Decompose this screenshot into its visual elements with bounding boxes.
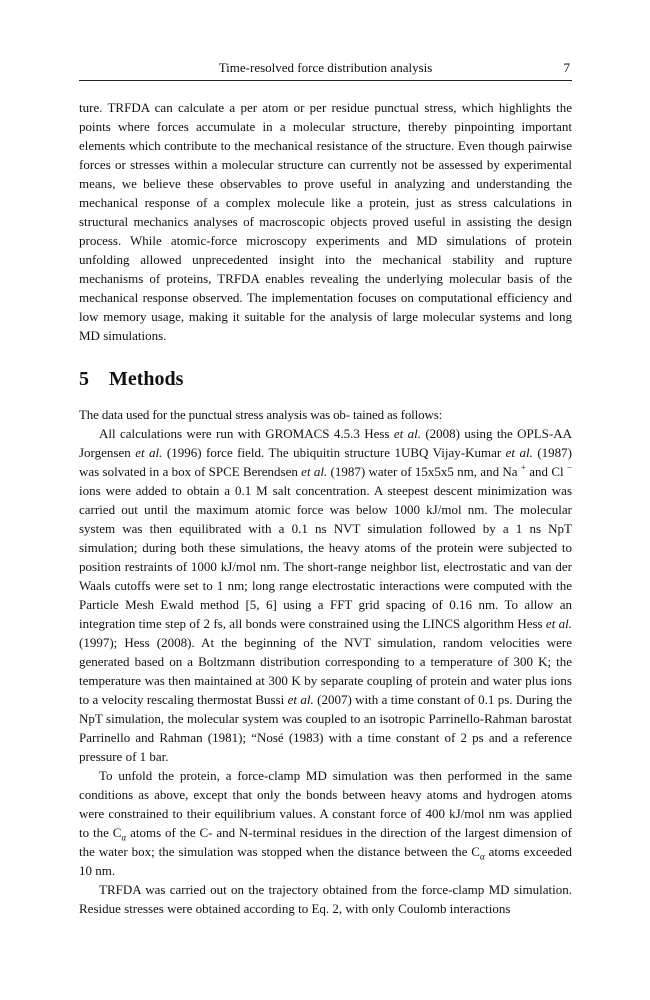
text-run: TRFDA was carried out on the trajectory obtained from the force-clamp MD simulation. Residue stresses were obtained according to Eq. 2, with only Coulomb interactions [79,882,572,916]
alpha-subscript: α [479,851,485,862]
text-run: (1997); Hess (2008). At the beginning of the NVT simulation, random velocities were generated based on a Boltzmann distribution corresponding to a temperature of 300 K; the temperature was then maintained at 300 K by separate coupling of protein and water plus ions to a velocity rescaling thermostat Bussi [79,635,572,707]
text-run: atoms of the C- and N-terminal residues in the direction of the largest dimension of the water box; the simulation was stopped when the distance between the C [79,825,572,859]
text-run: (1996) force field. The ubiquitin structure 1UBQ Vijay-Kumar [162,445,506,460]
text-run: atoms exceeded 10 nm. [79,844,572,878]
methods-paragraph-trfda [79,880,572,918]
methods-paragraph-unfolding [79,766,572,880]
page-number: 7 [563,60,570,75]
methods-lead-paragraph [79,405,572,424]
text-run: All calculations were run with GROMACS 4.5.3 Hess [99,426,394,441]
text-run: To unfold the protein, a force-clamp MD simulation was then performed in the same conditions as above, except that only the bonds between heavy atoms and hydrogen atoms were constrained to their equilibrium values. A constant force of 400 kJ/mol nm was applied to the C [79,768,572,840]
citation-etal: et al. [545,616,572,631]
citation-etal: et al. [287,692,314,707]
citation-etal: et al. [301,464,328,479]
section-number: 5 [79,368,89,390]
text-run: (2007) with a time constant of 0.1 ps. During the NpT simulation, the molecular system was coupled to an isotropic Parrinello-Rahman barostat Parrinello and Rahman (1981); “Nosé (1983) with a time constant of 2 ps and a reference pressure of 1 bar. [79,692,572,764]
section-heading [79,367,572,391]
text-run: (1987) was solvated in a box of SPCE Berendsen [79,445,572,479]
alpha-subscript: α [121,832,127,843]
intro-text: ture. TRFDA can calculate a per atom or per residue punctual stress, which highlights the points where forces accumulate in a molecular structure, thereby pinpointing important elements which contribute to the mechanical resistance of the structure. Even though pairwise forces or stresses within a molecular structure can currently not be assessed by experimental means, we believe these observables to prove useful in analyzing and understanding the mechanical response of a complex molecule like a protein, just as stress calculations in structural mechanics analyses of macroscopic objects proved useful in assisting the design process. While atomic-force microscopy experiments and MD simulations of protein unfolding allowed unprecedented insight into the mechanical stability and rupture mechanisms of proteins, TRFDA enables revealing the underlying molecular basis of the mechanical response observed. The implementation focuses on computational efficiency and low memory usage, making it suitable for the analysis of large molecular systems and long MD simulations. [79,100,572,343]
text-run: (2008) using the OPLS-AA Jorgensen [79,426,572,460]
body-text [79,98,572,918]
methods-paragraph-simulation [79,424,572,766]
text-run: (1987) water of 15x5x5 nm, and Na [327,464,521,479]
citation-etal: et al. [393,426,421,441]
citation-etal: et al. [135,445,163,460]
text-run: ions were added to obtain a 0.1 M salt concentration. A steepest descent minimization was carried out until the maximum atomic force was below 1000 kJ/mol nm. The molecular system was then equilibrated with a 0.1 ns NVT simulation followed by a 1 ns NpT simulation; during both these simulations, the heavy atoms of the protein were subjected to position restraints of 1000 kJ/mol nm. The short-range neighbor list, electrostatic and van der Waals cutoffs were set to 1 nm; long range electrostatic interactions were computed with the Particle Mesh Ewald method [5, 6] using a FFT grid spacing of 0.16 nm. To allow an integration time step of 2 fs, all bonds were constrained using the LINCS algorithm Hess [79,483,572,631]
charge-superscript: + [520,462,526,473]
charge-superscript: − [566,462,572,473]
text-run: and Cl [525,464,567,479]
citation-etal: et al. [505,445,533,460]
lead-text: The data used for the punctual stress analysis was ob- tained as follows: [79,407,443,422]
running-header [79,60,572,81]
intro-paragraph [79,98,572,345]
section-title: Methods [109,368,184,390]
running-title: Time-resolved force distribution analysis [218,60,433,75]
